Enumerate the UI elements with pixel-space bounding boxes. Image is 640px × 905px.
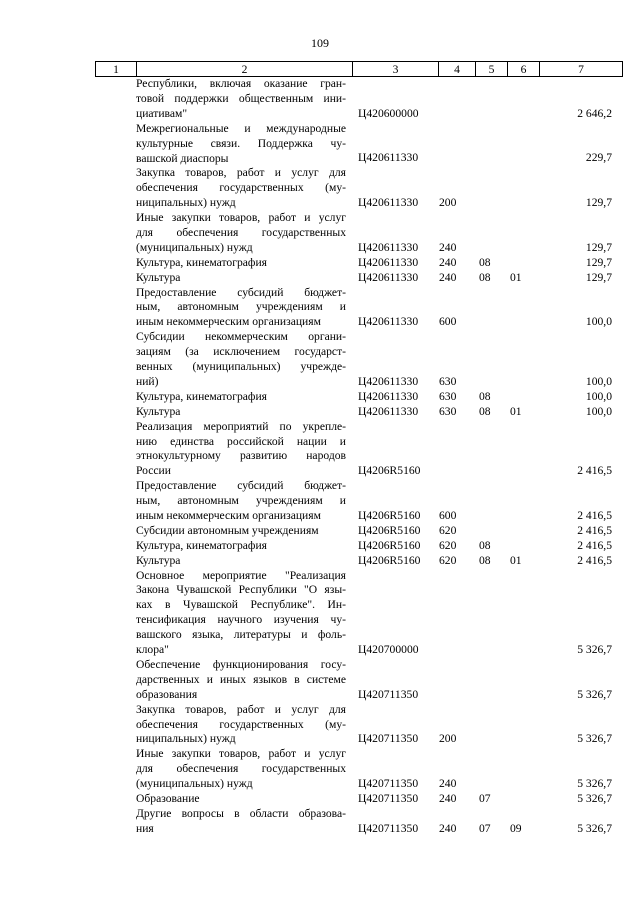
target-code: Ц420600000: [358, 106, 419, 120]
amount: 129,7: [585, 196, 612, 210]
description-line: Образование: [136, 792, 200, 805]
row-description: [136, 122, 346, 167]
description-line: Субсидии некоммерческим органи-: [136, 330, 346, 344]
table-row: [95, 256, 622, 271]
table-row: [95, 792, 622, 807]
subsection: 01: [510, 270, 522, 284]
description-line: Закона Чувашской Республики "О язы-: [136, 583, 346, 597]
description-line: образования: [136, 687, 198, 701]
header-col-1: 1: [96, 62, 137, 77]
row-description: [136, 211, 346, 256]
row-description: [136, 539, 346, 554]
description-line: товой поддержки общественным ини-: [136, 91, 346, 105]
row-description: [136, 569, 346, 658]
expense-type: 630: [439, 404, 457, 418]
target-code: Ц420611330: [358, 240, 419, 254]
table-row: [95, 539, 622, 554]
table-row: [95, 658, 622, 703]
table-row: [95, 122, 622, 167]
amount: 5 326,7: [577, 777, 612, 791]
table-row: [95, 166, 622, 211]
description-line: циативам": [136, 106, 188, 120]
description-line: зациям (за исключением государст-: [136, 345, 346, 359]
target-code: Ц4206R5160: [358, 523, 421, 537]
description-line: Субсидии автономным учреждениям: [136, 523, 319, 537]
description-line: Иные закупки товаров, работ и услуг: [136, 211, 346, 225]
description-line: (муниципальных) нужд: [136, 777, 253, 791]
description-line: тенсификация научного изучения чу-: [136, 613, 346, 627]
expense-type: 240: [439, 270, 457, 284]
expense-type: 600: [439, 508, 457, 522]
row-description: [136, 479, 346, 524]
table-row: [95, 479, 622, 524]
table-header: [95, 61, 623, 77]
expense-type: 620: [439, 523, 457, 537]
row-description: [136, 658, 346, 703]
amount: 5 326,7: [577, 732, 612, 746]
description-line: ний): [136, 374, 159, 388]
row-description: [136, 807, 346, 837]
description-line: обеспечения государственных (му-: [136, 717, 346, 731]
expense-type: 240: [439, 791, 457, 805]
description-line: иным некоммерческим организациям: [136, 509, 321, 522]
description-line: иным некоммерческим организациям: [136, 315, 321, 329]
row-description: [136, 166, 346, 211]
description-line: клора": [136, 643, 169, 657]
description-line: ния: [136, 821, 154, 835]
table-row: [95, 330, 622, 390]
amount: 100,0: [585, 404, 612, 418]
expense-type: 630: [439, 374, 457, 388]
description-line: ным, автономным учреждениям и: [136, 300, 346, 314]
description-line: Закупка товаров, работ и услуг для: [136, 166, 346, 180]
target-code: Ц420611330: [358, 374, 419, 388]
description-line: этнокультурному развитию народов: [136, 449, 346, 463]
row-description: [136, 524, 346, 539]
description-line: ниципальных) нужд: [136, 196, 236, 210]
row-description: [136, 747, 346, 792]
table-row: [95, 703, 622, 748]
header-col-5: 5: [476, 62, 508, 77]
amount: 2 416,5: [577, 553, 612, 567]
description-line: Межрегиональные и международные: [136, 121, 346, 135]
description-line: ным, автономным учреждениям и: [136, 494, 346, 508]
section: 07: [479, 791, 491, 805]
table-row: [95, 390, 622, 405]
target-code: Ц420711350: [358, 821, 419, 835]
description-line: Основное мероприятие "Реализация: [136, 568, 346, 582]
amount: 2 646,2: [577, 106, 612, 120]
target-code: Ц420711350: [358, 732, 419, 746]
description-line: обеспечения государственных (му-: [136, 181, 346, 195]
amount: 129,7: [585, 255, 612, 269]
description-line: Культура, кинематография: [136, 538, 267, 552]
target-code: Ц4206R5160: [358, 508, 421, 522]
expense-type: 600: [439, 315, 457, 329]
target-code: Ц420711350: [358, 791, 419, 805]
description-line: вашского языка, литературы и фоль-: [136, 628, 346, 642]
header-col-7: 7: [540, 62, 623, 77]
table-row: [95, 569, 622, 658]
section: 08: [479, 538, 491, 552]
description-line: Культура: [136, 270, 181, 284]
row-description: [136, 271, 346, 286]
expense-type: 200: [439, 732, 457, 746]
expense-type: 200: [439, 196, 457, 210]
row-description: [136, 330, 346, 390]
header-col-6: 6: [508, 62, 540, 77]
amount: 100,0: [585, 374, 612, 388]
amount: 129,7: [585, 240, 612, 254]
description-line: дарственных и иных языков в системе: [136, 672, 346, 686]
amount: 2 416,5: [577, 508, 612, 522]
table-row: [95, 524, 622, 539]
target-code: Ц420611330: [358, 404, 419, 418]
target-code: Ц420611330: [358, 315, 419, 329]
expense-type: 240: [439, 240, 457, 254]
table-row: [95, 286, 622, 331]
description-line: нию единства российской нации и: [136, 434, 346, 448]
target-code: Ц420711350: [358, 777, 419, 791]
table-row: [95, 747, 622, 792]
table-row: [95, 554, 622, 569]
target-code: Ц420611330: [358, 255, 419, 269]
target-code: Ц420700000: [358, 643, 419, 657]
section: 08: [479, 389, 491, 403]
table-body: [95, 77, 622, 837]
amount: 100,0: [585, 389, 612, 403]
description-line: Предоставление субсидий бюджет-: [136, 479, 346, 493]
target-code: Ц420711350: [358, 687, 419, 701]
section: 07: [479, 821, 491, 835]
header-col-4: 4: [439, 62, 476, 77]
page-number: 109: [311, 36, 329, 50]
description-line: вашской диаспоры: [136, 151, 229, 165]
subsection: 09: [510, 821, 522, 835]
description-line: России: [136, 464, 171, 478]
expense-type: 240: [439, 255, 457, 269]
table-row: [95, 271, 622, 286]
description-line: Обеспечение функционирования госу-: [136, 657, 346, 671]
row-description: [136, 703, 346, 748]
description-line: Иные закупки товаров, работ и услуг: [136, 747, 346, 761]
header-col-2: 2: [137, 62, 353, 77]
amount: 2 416,5: [577, 538, 612, 552]
expense-type: 240: [439, 821, 457, 835]
subsection: 01: [510, 553, 522, 567]
amount: 229,7: [585, 151, 612, 165]
description-line: ках в Чувашской Республике". Ин-: [136, 598, 346, 612]
header-col-3: 3: [353, 62, 439, 77]
section: 08: [479, 404, 491, 418]
description-line: Предоставление субсидий бюджет-: [136, 285, 346, 299]
expense-type: 620: [439, 538, 457, 552]
expense-type: 240: [439, 777, 457, 791]
table-row: [95, 77, 622, 122]
section: 08: [479, 553, 491, 567]
description-line: (муниципальных) нужд: [136, 240, 253, 254]
row-description: [136, 256, 346, 271]
section: 08: [479, 255, 491, 269]
target-code: Ц4206R5160: [358, 464, 421, 478]
amount: 5 326,7: [577, 643, 612, 657]
target-code: Ц420611330: [358, 389, 419, 403]
description-line: для обеспечения государственных: [136, 762, 346, 776]
amount: 2 416,5: [577, 523, 612, 537]
subsection: 01: [510, 404, 522, 418]
description-line: Республики, включая оказание гран-: [136, 77, 346, 90]
amount: 5 326,7: [577, 791, 612, 805]
description-line: ниципальных) нужд: [136, 732, 236, 746]
amount: 2 416,5: [577, 464, 612, 478]
target-code: Ц420611330: [358, 151, 419, 165]
description-line: Культура: [136, 553, 181, 567]
target-code: Ц420611330: [358, 270, 419, 284]
expense-type: 630: [439, 389, 457, 403]
description-line: для обеспечения государственных: [136, 225, 346, 239]
description-line: Культура, кинематография: [136, 255, 267, 269]
description-line: культурные связи. Поддержка чу-: [136, 136, 346, 150]
target-code: Ц4206R5160: [358, 538, 421, 552]
table-row: [95, 807, 622, 837]
description-line: Культура, кинематография: [136, 389, 267, 403]
row-description: [136, 554, 346, 569]
amount: 5 326,7: [577, 821, 612, 835]
table-row: [95, 211, 622, 256]
expense-type: 620: [439, 553, 457, 567]
row-description: [136, 286, 346, 331]
amount: 100,0: [585, 315, 612, 329]
target-code: Ц4206R5160: [358, 553, 421, 567]
amount: 129,7: [585, 270, 612, 284]
row-description: [136, 405, 346, 420]
description-line: венных (муниципальных) учрежде-: [136, 360, 346, 374]
description-line: Культура: [136, 404, 181, 418]
section: 08: [479, 270, 491, 284]
target-code: Ц420611330: [358, 196, 419, 210]
amount: 5 326,7: [577, 687, 612, 701]
row-description: [136, 420, 346, 480]
description-line: Другие вопросы в области образова-: [136, 806, 346, 820]
row-description: [136, 792, 346, 807]
table-row: [95, 405, 622, 420]
row-description: [136, 77, 346, 122]
table-row: [95, 420, 622, 480]
description-line: Закупка товаров, работ и услуг для: [136, 702, 346, 716]
row-description: [136, 390, 346, 405]
description-line: Реализация мероприятий по укрепле-: [136, 419, 346, 433]
